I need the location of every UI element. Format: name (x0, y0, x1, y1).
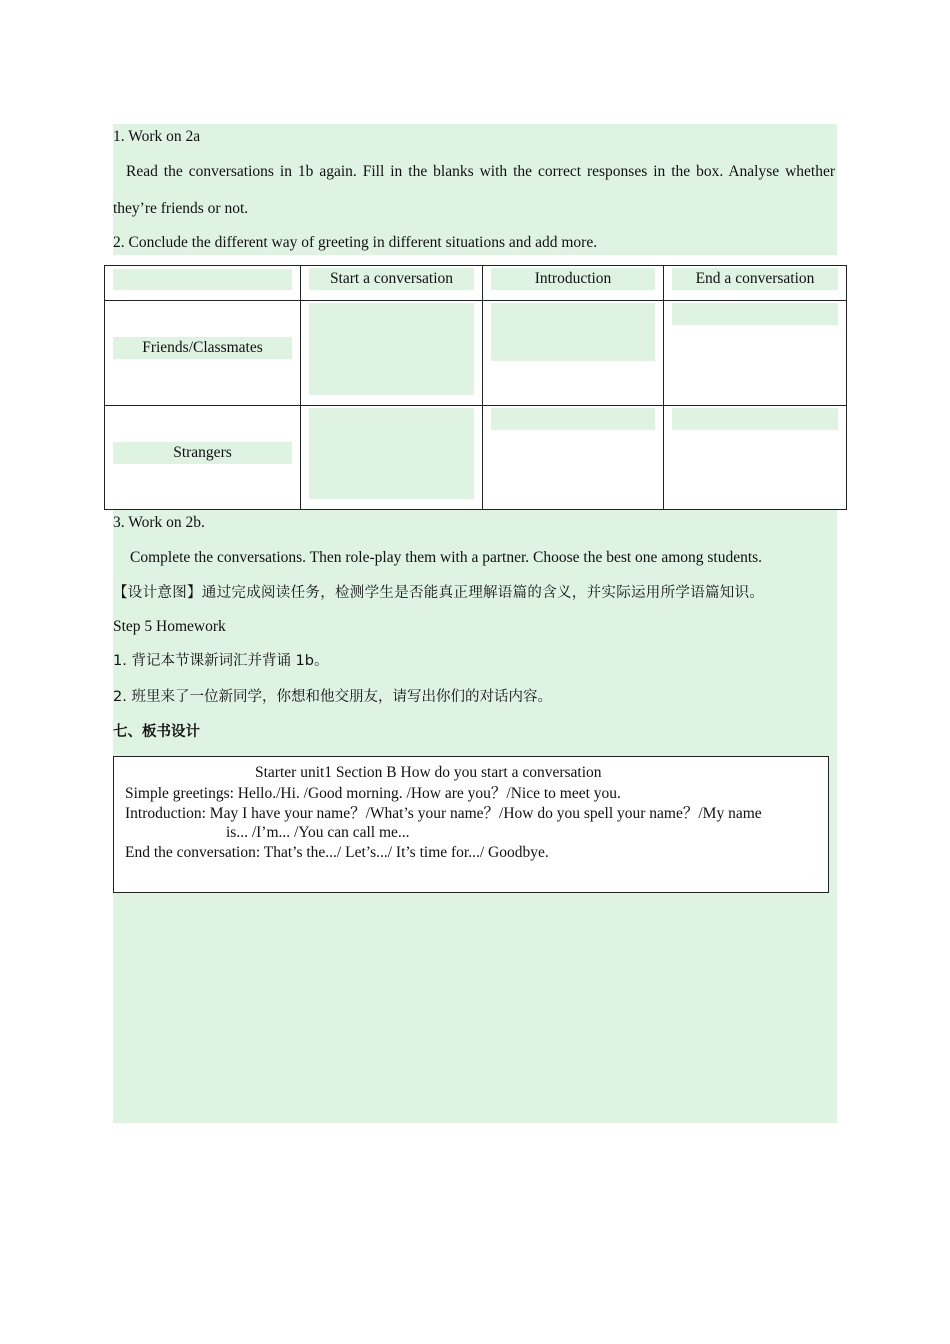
homework-item-1: 1. 背记本节课新词汇并背诵 1b。 (113, 653, 329, 669)
table-cell (301, 301, 483, 406)
answer-box (672, 408, 838, 430)
board-line-end: End the conversation: That’s the.../ Let’s.../ It’s time for.../ Goodbye. (125, 844, 549, 861)
table-cell (664, 301, 847, 406)
section-2b-title: 3. Work on 2b. (113, 514, 205, 531)
board-design-box (113, 756, 829, 893)
table-header-row (105, 266, 847, 301)
answer-box (491, 303, 655, 361)
section-2a-title: 1. Work on 2a (113, 128, 201, 145)
header-end-conversation: End a conversation (672, 268, 838, 290)
table-header-cell (301, 266, 483, 301)
board-line-introduction: Introduction: May I have your name？/What’s your name？/How do you spell your name？/My name (125, 805, 762, 822)
greeting-table (104, 265, 847, 510)
table-cell (483, 301, 664, 406)
header-introduction: Introduction (491, 268, 655, 290)
row-label-strangers: Strangers (113, 442, 292, 464)
row-label-friends: Friends/Classmates (113, 337, 292, 359)
section-2a-task2: 2. Conclude the different way of greeting in different situations and add more. (113, 234, 598, 251)
table-header-cell (105, 266, 301, 301)
section-2a-instruction: Read the conversations in 1b again. Fill in the blanks with the correct responses in the box. Analyse whether they’re friends or not. (113, 163, 835, 217)
header-start-conversation: Start a conversation (309, 268, 474, 290)
board-line-introduction-cont: is... /I’m... /You can call me... (226, 824, 410, 841)
table-cell (483, 406, 664, 510)
table-header-cell (664, 266, 847, 301)
header-label-empty (113, 269, 292, 290)
board-title: Starter unit1 Section B How do you start a conversation (255, 764, 602, 781)
table-header-cell (483, 266, 664, 301)
homework-item-2: 2. 班里来了一位新同学，你想和他交朋友，请写出你们的对话内容。 (113, 689, 552, 705)
board-design-heading: 七、板书设计 (113, 724, 200, 740)
row-label-cell (105, 406, 301, 510)
table-row (105, 406, 847, 510)
answer-box (672, 303, 838, 325)
answer-box (309, 408, 474, 499)
homework-title: Step 5 Homework (113, 618, 226, 635)
table-row (105, 301, 847, 406)
section-2b-instruction: Complete the conversations. Then role-play them with a partner. Choose the best one among students. (130, 549, 763, 566)
table-cell (301, 406, 483, 510)
design-intent: 【设计意图】通过完成阅读任务，检测学生是否能真正理解语篇的含义，并实际运用所学语篇知识。 (113, 585, 765, 601)
answer-box (491, 408, 655, 430)
row-label-cell (105, 301, 301, 406)
board-line-greetings: Simple greetings: Hello./Hi. /Good morning. /How are you？/Nice to meet you. (125, 785, 621, 802)
answer-box (309, 303, 474, 395)
table-cell (664, 406, 847, 510)
